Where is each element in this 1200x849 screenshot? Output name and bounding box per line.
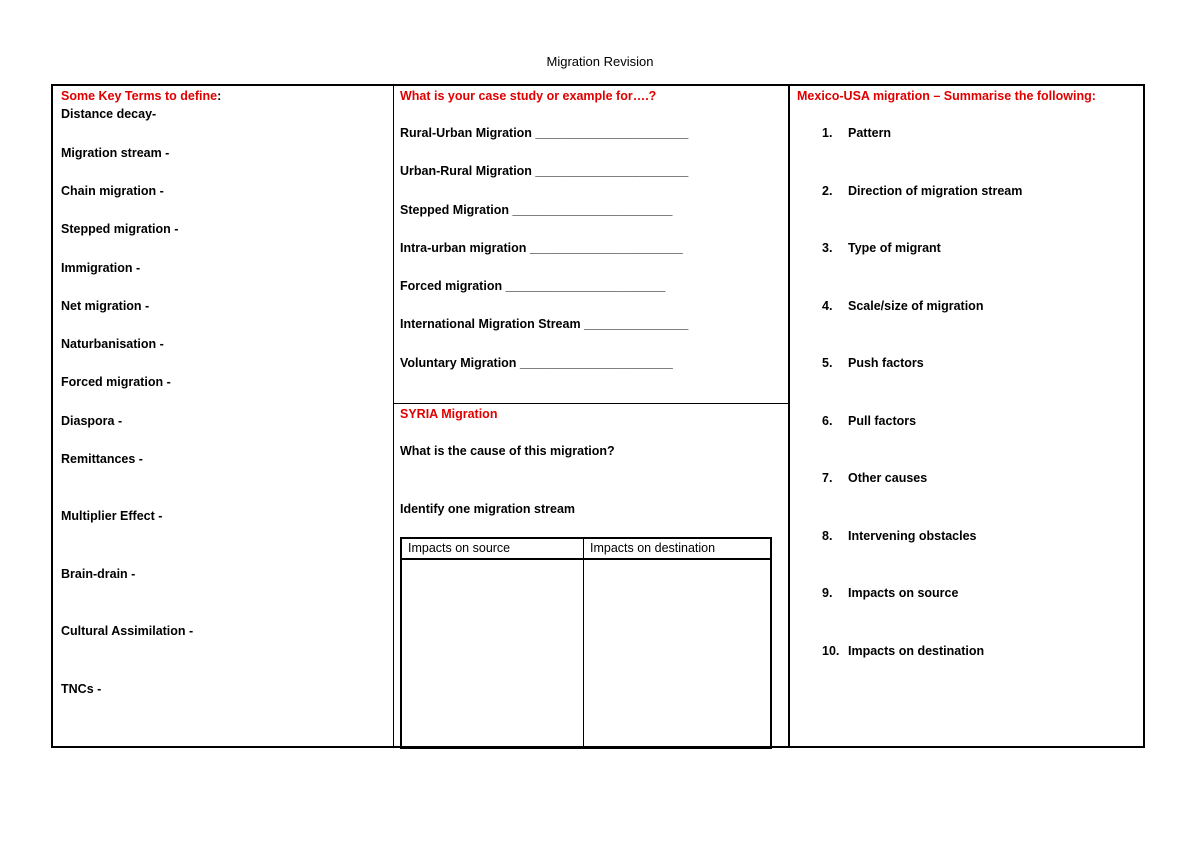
mexico-item xyxy=(822,126,891,140)
mexico-item xyxy=(822,414,916,428)
mexico-item xyxy=(822,299,983,313)
mexico-item-label: Push factors xyxy=(848,356,924,370)
mexico-item-label: Intervening obstacles xyxy=(848,529,977,543)
mexico-item-number: 2. xyxy=(822,184,833,198)
mexico-item-number: 4. xyxy=(822,299,833,313)
mexico-item-number: 10. xyxy=(822,644,840,658)
key-term: Naturbanisation - xyxy=(61,337,164,351)
mexico-heading: Mexico-USA migration – Summarise the following: xyxy=(797,89,1096,103)
key-term: Forced migration - xyxy=(61,375,171,389)
key-term: Stepped migration - xyxy=(61,222,179,236)
key-terms-column xyxy=(53,86,394,746)
mexico-item xyxy=(822,586,958,600)
syria-question-cause: What is the cause of this migration? xyxy=(400,444,615,458)
mexico-item xyxy=(822,356,924,370)
key-term: Immigration - xyxy=(61,261,141,275)
case-study-row: Voluntary Migration ______________________ xyxy=(400,356,673,370)
syria-question-stream: Identify one migration stream xyxy=(400,502,576,516)
mexico-item xyxy=(822,471,927,485)
case-study-column xyxy=(393,86,790,746)
case-study-row: Forced migration _______________________ xyxy=(400,279,666,293)
revision-grid xyxy=(51,84,1145,748)
mexico-item-number: 7. xyxy=(822,471,833,485)
mexico-item-label: Scale/size of migration xyxy=(848,299,984,313)
mexico-item xyxy=(822,184,1022,198)
mexico-item-label: Impacts on source xyxy=(848,586,959,600)
key-term: Net migration - xyxy=(61,299,150,313)
mexico-item-number: 8. xyxy=(822,529,833,543)
case-study-row: Rural-Urban Migration ______________________ xyxy=(400,126,689,140)
case-study-row: Urban-Rural Migration ______________________ xyxy=(400,164,689,178)
impacts-table xyxy=(400,537,772,749)
page-title: Migration Revision xyxy=(546,54,654,69)
key-term: Remittances - xyxy=(61,452,143,466)
key-terms-heading xyxy=(61,89,221,103)
key-term: Multiplier Effect - xyxy=(61,509,163,523)
mexico-item-number: 6. xyxy=(822,414,833,428)
mexico-column xyxy=(790,86,1143,746)
mexico-item xyxy=(822,241,941,255)
key-term: TNCs - xyxy=(61,682,102,696)
syria-heading: SYRIA Migration xyxy=(400,407,498,421)
mexico-item-label: Direction of migration stream xyxy=(848,184,1023,198)
mexico-item-number: 5. xyxy=(822,356,833,370)
key-term: Chain migration - xyxy=(61,184,164,198)
impacts-table-divider xyxy=(583,539,584,747)
case-study-box xyxy=(393,86,788,404)
mexico-item-label: Pattern xyxy=(848,126,892,140)
mexico-item-label: Type of migrant xyxy=(848,241,941,255)
case-study-row: Stepped Migration _______________________ xyxy=(400,203,673,217)
case-study-row: International Migration Stream _______________ xyxy=(400,317,689,331)
mexico-item-number: 9. xyxy=(822,586,833,600)
impacts-source-header: Impacts on source xyxy=(408,541,511,555)
impacts-destination-header: Impacts on destination xyxy=(590,541,716,555)
case-study-heading: What is your case study or example for….? xyxy=(400,89,657,103)
mexico-item xyxy=(822,644,984,658)
key-terms-heading-colon: : xyxy=(217,89,222,103)
key-term: Diaspora - xyxy=(61,414,123,428)
mexico-item xyxy=(822,529,977,543)
mexico-item-number: 1. xyxy=(822,126,833,140)
key-term: Migration stream - xyxy=(61,146,170,160)
mexico-item-label: Pull factors xyxy=(848,414,917,428)
key-term: Brain-drain - xyxy=(61,567,136,581)
case-study-row: Intra-urban migration ______________________ xyxy=(400,241,683,255)
key-term: Cultural Assimilation - xyxy=(61,624,194,638)
key-terms-heading-text: Some Key Terms to define xyxy=(61,89,218,103)
mexico-item-label: Impacts on destination xyxy=(848,644,985,658)
mexico-item-number: 3. xyxy=(822,241,833,255)
key-term: Distance decay- xyxy=(61,107,157,121)
mexico-item-label: Other causes xyxy=(848,471,928,485)
